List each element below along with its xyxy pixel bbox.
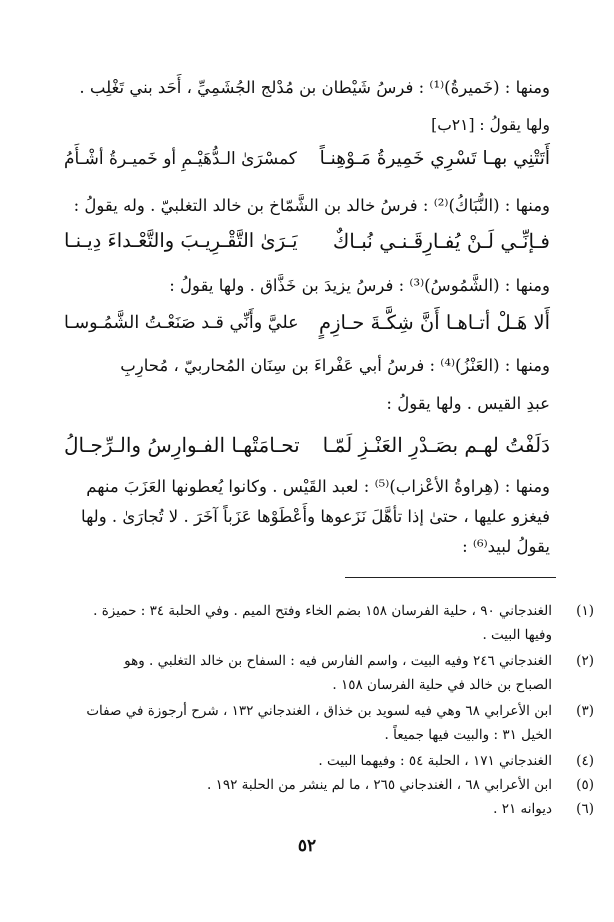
text-line: ومنها : (الشَّمُوسُ)⁽³⁾ : فرسُ يزيدَ بن خَذَّاق . ولها يقولُ :: [169, 276, 550, 295]
verse-hemistich-right: فـإنِّـي لَـنْ يُفـارِقَـنـي نُبـاكٌ: [332, 229, 550, 253]
footnote-number: (٥): [576, 777, 594, 793]
page-number: ٥٢: [297, 836, 317, 856]
text-line: ولها يقولُ : [٢١ب]: [431, 116, 550, 134]
text-line: ومنها : (النُّبَاكُ)⁽²⁾ : فرسُ خالد بن الشَّمّاخ بن خالد التغلبيّ . وله يقولُ :: [73, 196, 550, 215]
text-line: فيغزو عليها ، حتىٰ إذا تأهَّلَ نَزَعوها وأَعْطَوْها عَزَباً آخَرَ . لا تُجارَىٰ . ولها: [81, 507, 550, 526]
text-line: يقولُ لبيد⁽⁶⁾ :: [462, 537, 550, 556]
verse-hemistich-right: أَلا هَـلْ أتـاهـا أَنَّ شِكَّـةَ حـازِمٍ: [319, 311, 550, 334]
verse-hemistich-left: يَـرَىٰ التَّقْـرِيـبَ والتَّعْـداءَ دِيـنـا: [64, 229, 298, 252]
footnote-number: (٤): [576, 753, 594, 769]
footnote-number: (٣): [576, 703, 594, 719]
footnote-line: الخيل ٣١ : والبيت فيها جميعاً .: [384, 727, 552, 743]
footnote-line: ابن الأعرابي ٦٨ وهي فيه لسويد بن خذاق ، الغندجاني ١٣٢ ، شرح أرجوزة في صفات: [86, 703, 552, 719]
footnote-line: الغندجاني ٩٠ ، حلية الفرسان ١٥٨ بضم الخاء وفتح الميم . وفي الحلبة ٣٤ : حميزة .: [93, 603, 552, 619]
verse-hemistich-left: عليَّ وأَنِّي قـد صَنَعْـتُ الشَّمُـوسـا: [64, 313, 299, 333]
text-line: ومنها : (العَنْزُ)⁽⁴⁾ : فرسُ أبي عَفْراءَ بن سِنَان المُحاربيّ ، مُحارِبِ: [120, 356, 550, 375]
footnote-line: الصباح بن خالد في حلية الفرسان ١٥٨ .: [332, 677, 552, 693]
footnote-line: ديوانه ٢١ .: [493, 801, 552, 817]
verse-hemistich-right: أَتَتْنِي بهـا تَسْرِي خَمِيرةُ مَـوْهِنـاً: [319, 148, 550, 169]
footnote-line: ابن الأعرابي ٦٨ ، الغندجاني ٢٦٥ ، ما لم ينشر من الحلبة ١٩٢ .: [206, 777, 552, 793]
footnote-number: (٦): [576, 801, 594, 817]
footnote-line: الغندجاني ١٧١ ، الحلبة ٥٤ : وفيهما البيت .: [318, 753, 552, 769]
footnote-separator: [345, 577, 556, 578]
footnote-number: (١): [576, 603, 594, 619]
footnote-line: وفيها البيت .: [482, 627, 552, 643]
text-line: عبدِ القيس . ولها يقولُ :: [386, 394, 550, 413]
verse-hemistich-left: تحـامَتْهـا الفـوارِسُ والـرِّجـالُ: [64, 433, 300, 457]
verse-hemistich-left: كمسْرَىٰ الـدُّهَيْـمِ أو خَميـرةُ أشْـأَمُ: [64, 149, 297, 169]
text-line: ومنها : (هِراوةُ الأعْزاب)⁽⁵⁾ : لعبد القَيْس . وكانوا يُعطونها العَزَبَ منهم: [86, 477, 550, 496]
text-line: ومنها : (خَميرةُ)⁽¹⁾ : فرسُ شَيْطان بن مُدْلج الجُشَمِيِّ ، أَحَد بني تَغْلِب .: [79, 78, 550, 97]
verse-hemistich-right: دَلَفْتُ لهـم بصَـدْرِ العَنْـزِ لَمّـا: [322, 433, 550, 457]
footnote-number: (٢): [576, 653, 594, 669]
footnote-line: الغندجاني ٢٤٦ وفيه البيت ، واسم الفارس فيه : السفاح بن خالد التغلبي . وهو: [124, 653, 552, 669]
